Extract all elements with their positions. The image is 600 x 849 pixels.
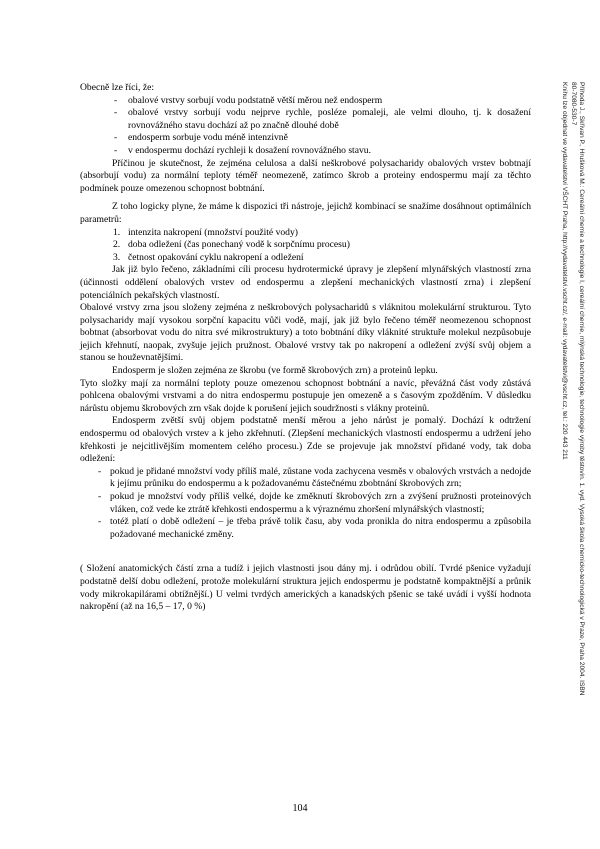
tools-list bbox=[80, 227, 531, 265]
paragraph: Endosperm je složen zejména ze škrobu (ve formě škrobových zrn) a proteinů lepku. bbox=[112, 365, 438, 377]
page-body bbox=[80, 82, 531, 614]
list-item: - totéž platí o době odležení – je třeba právě tolik času, aby voda pronikla do nitra endospermu a způsobila požadované mechanické změny. bbox=[80, 516, 531, 541]
list-item: - obalové vrstvy sorbují vodu nejprve rychle, posléze pomaleji, ale velmi dlouho, tj. k dosažení rovnovážného stavu dochází až po značně dlouhé době bbox=[80, 107, 531, 132]
paragraph: Jak již bylo řečeno, základními cíli procesu hydrotermické úpravy je zlepšení mlynářských vlastností zrna (účinnosti oddělení obalových vrstev od endospermu a zlepšení mechanických vlastností zrna) i zlepšení potenciálních pekařských vlastností. bbox=[80, 264, 531, 301]
citation-line: Knihu lze objednat ve vydavatelství VŠCHT Praha, http://vydavatelstvi.vscht.cz/, e-mail: vydavatelstvi@vscht.cz, tel.: 220 443 211 bbox=[561, 82, 569, 460]
list-item: - endosperm sorbuje vodu méně intenzivně bbox=[80, 132, 531, 145]
list-item: - pokud je množství vody příliš velké, dojde ke změknutí škrobových zrn a zvýšení pružnosti proteinových vláken, což vede ke ztrátě křehkosti endospermu a k výraznému zhoršení mlynářských vlastností; bbox=[80, 491, 531, 516]
list-item: - obalové vrstvy sorbují vodu podstatně větší měrou než endosperm bbox=[80, 95, 531, 108]
properties-list bbox=[80, 95, 531, 158]
intro-line: Obecně lze říci, že: bbox=[80, 82, 155, 93]
list-item: 3. četnost opakování cyklu nakropení a odležení bbox=[113, 251, 304, 263]
citation-line: 80-7080-530-7 bbox=[569, 82, 577, 126]
citation-line: Příhoda J., Skřivan P., Hrušková M.: Cereální chemie a technologie I, cereální chemie, mlýnská technologie, technologie výroby těstovin. 1. vyd. Vysoká škola chemicko-technologická v Praze, Praha 2004. ISBN bbox=[578, 82, 585, 696]
paragraph: Endosperm zvětší svůj objem podstatně menší měrou a jeho nárůst je pomalý. Dochází k odtržení endospermu od obalových vrstev a k jeho zkřehnutí. (Zlepšení mechanických vlastností endospermu a udržení jeho křehkosti je nejcitlivějším momentem celého procesu.) Zde se projevuje jak množství přidané vody, tak doba odležení: bbox=[80, 415, 531, 465]
list-item: 1. intenzita nakropení (množství použité vody) bbox=[113, 226, 298, 238]
paragraph: Tyto složky mají za normální teploty pouze omezenou schopnost bobtnání a navíc, převážná část vody zůstává pohlcena obalovými vrstvami a do nitra endospermu postupuje jen omezeně a s časovým zpožděním. V důsledku nárůstu objemu škrobových zrn však dojde k porušení jejich soudržnosti s vlákny proteinů. bbox=[80, 377, 531, 414]
list-item: - pokud je přidané množství vody příliš malé, zůstane voda zachycena vesměs v obalových vrstvách a nedojde k jejímu průniku do endospermu a k požadovanému částečnému zbobtnání škrobových zrn; bbox=[80, 466, 531, 491]
page-number: 104 bbox=[292, 803, 308, 814]
side-citation bbox=[551, 82, 585, 762]
paragraph: Obalové vrstvy zrna jsou složeny zejména z neškrobových polysacharidů s vláknitou molekulární strukturou. Tyto polysacharidy mají vysokou sorpční kapacitu vůči vodě, mají, jak již bylo řečeno téměř neomezenou schopnost bobtnat (absorbovat vodu do nitra své mikrostruktury) a toto bobtnání díky vláknité struktuře molekul nezpůsobuje jejich křehnutí, naopak, zvyšuje jejich pružnost. Obalové vrstvy tak po nakropení a odležení zvýší svůj objem a stanou se houževnatějšími. bbox=[80, 302, 531, 364]
paragraph: Z toho logicky plyne, že máme k dispozici tři nástroje, jejichž kombinací se snažíme dosáhnout optimálních parametrů: bbox=[80, 201, 531, 225]
list-item: - v endospermu dochází rychleji k dosažení rovnovážného stavu. bbox=[80, 145, 531, 158]
conditions-list bbox=[80, 466, 531, 542]
paragraph: ( Složení anatomických částí zrna a tudíž i jejich vlastnosti jsou dány mj. i odrůdou obilí. Tvrdé pšenice vyžadují podstatně delší dobu odležení, protože molekulární struktura jejich endospermu je podstatně kompaktnější a průnik vody mikrokapilárami obtížnější.) U velmi tvrdých amerických a kanadských pšenic se také uvádí i vyšší hodnota nakropění (až na 16,5 – 17, 0 %) bbox=[80, 563, 531, 613]
paragraph: Příčinou je skutečnost, že zejména celulosa a další neškrobové polysacharidy obalových vrstev bobtnají (absorbují vodu) za normální teploty téměř neomezeně, zatímco škrob a proteiny endospermu mají za těchto podmínek pouze omezenou schopnost bobtnání. bbox=[80, 157, 531, 194]
list-item: 2. doba odležení (čas ponechaný vodě k sorpčnímu procesu) bbox=[113, 239, 350, 251]
